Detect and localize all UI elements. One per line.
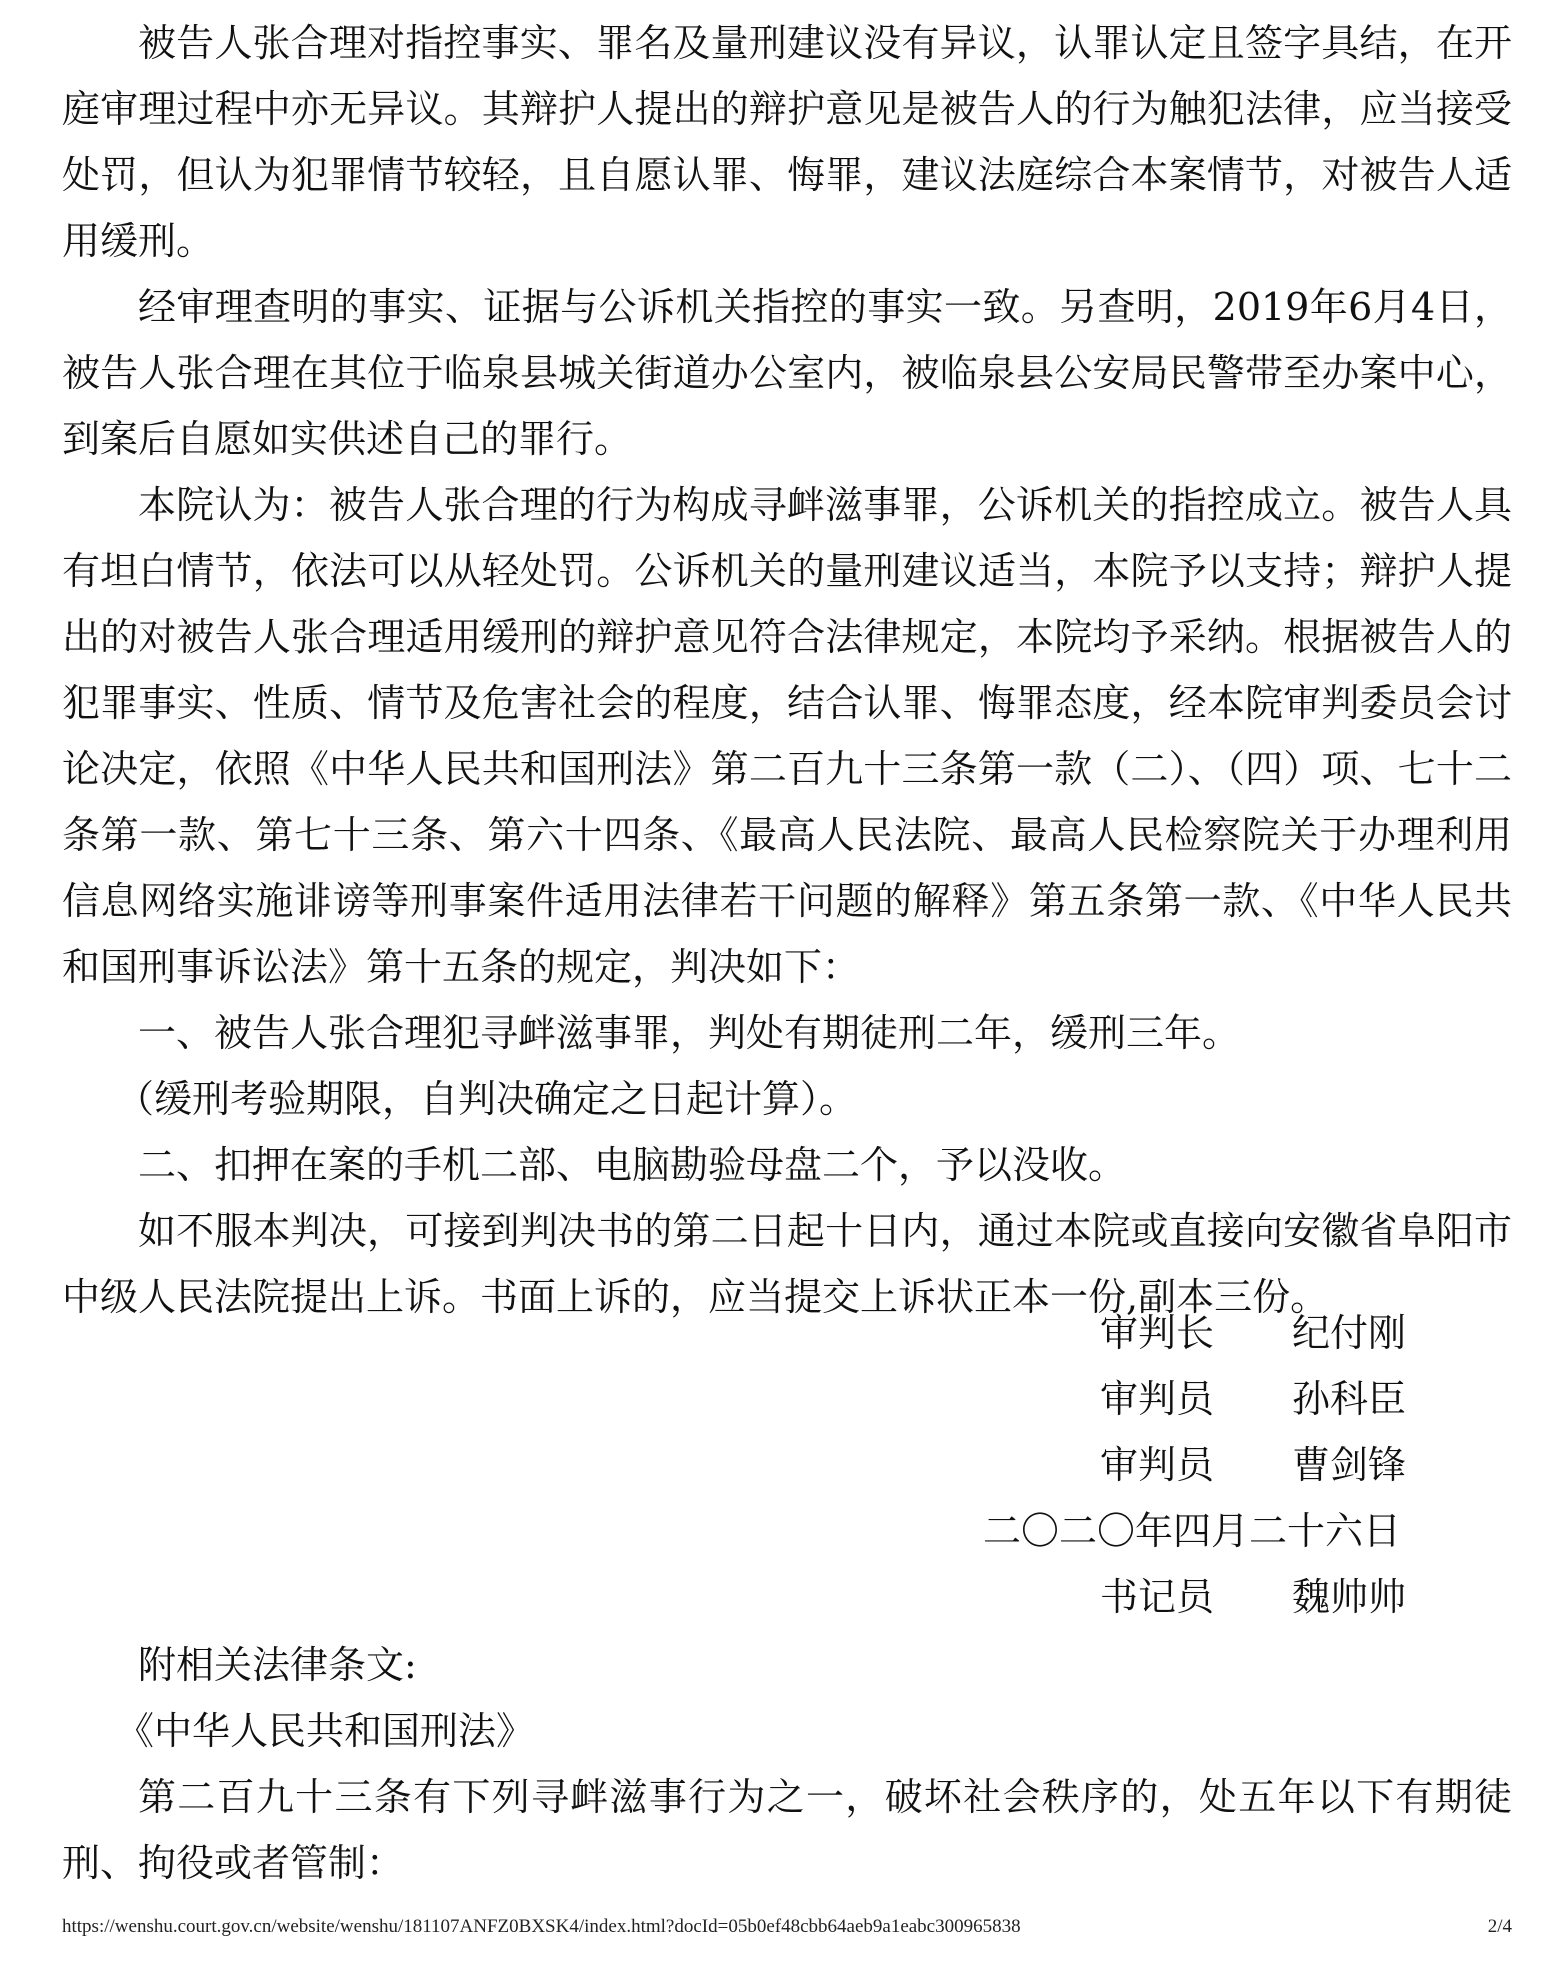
judgment-date-row xyxy=(0,1498,1564,1564)
judge-2-title: 审判员 xyxy=(1100,1443,1215,1487)
clerk-name: 魏帅帅 xyxy=(1292,1575,1407,1619)
appendix-law-title: 《中华人民共和国刑法》 xyxy=(116,1709,535,1753)
paragraph-court-opinion: 本院认为：被告人张合理的行为构成寻衅滋事罪，公诉机关的指控成立。被告人具有坦白情节，依法可以从轻处罚。公诉机关的量刑建议适当，本院予以支持；辩护人提出的对被告人张合理适用缓刑的辩护意见符合法律规定，本院均予采纳。根据被告人的犯罪事实、性质、情节及危害社会的程度，结合认罪、悔罪态度，经本院审判委员会讨论决定，依照《中华人民共和国刑法》第二百九十三条第一款（二）、（四）项、七十二条第一款、第七十三条、第六十四条、《最高人民法院、最高人民检察院关于办理利用信息网络实施诽谤等刑事案件适用法律若干问题的解释》第五条第一款、《中华人民共和国刑事诉讼法》第十五条的规定，判决如下： xyxy=(62,483,1512,989)
page-number: 2/4 xyxy=(1487,1916,1512,1937)
judgment-body xyxy=(62,10,1512,1330)
judgment-date: 二〇二〇年四月二十六日 xyxy=(983,1509,1402,1553)
paragraph-facts: 经审理查明的事实、证据与公诉机关指控的事实一致。另查明，2019年6月4日，被告人张合理在其位于临泉县城关街道办公室内，被临泉县公安局民警带至办案中心，到案后自愿如实供述自己的罪行。 xyxy=(62,285,1512,461)
judge-2-name: 曹剑锋 xyxy=(1292,1443,1407,1487)
judge-1-title: 审判员 xyxy=(1100,1377,1215,1421)
clerk-title: 书记员 xyxy=(1100,1575,1215,1619)
footer-url: https://wenshu.court.gov.cn/website/wenshu/181107ANFZ0BXSK4/index.html?docId=05b0ef48cbb64aeb9a1eabc300965838 xyxy=(62,1916,1021,1937)
appendix-heading: 附相关法律条文: xyxy=(138,1643,417,1687)
paragraph-appeal-notice: 如不服本判决，可接到判决书的第二日起十日内，通过本院或直接向安徽省阜阳市中级人民法院提出上诉。书面上诉的，应当提交上诉状正本一份,副本三份。 xyxy=(62,1209,1512,1319)
presiding-judge-name: 纪付刚 xyxy=(1292,1311,1407,1355)
judge-row-2 xyxy=(0,1432,1564,1498)
paragraph-probation-note: （缓刑考验期限，自判决确定之日起计算）。 xyxy=(116,1077,858,1121)
signature-block xyxy=(0,1300,1564,1620)
paragraph-defendant-plea: 被告人张合理对指控事实、罪名及量刑建议没有异议，认罪认定且签字具结，在开庭审理过程中亦无异议。其辩护人提出的辩护意见是被告人的行为触犯法律，应当接受处罚，但认为犯罪情节较轻，且自愿认罪、悔罪，建议法庭综合本案情节，对被告人适用缓刑。 xyxy=(62,21,1512,263)
appendix-article: 第二百九十三条有下列寻衅滋事行为之一，破坏社会秩序的，处五年以下有期徒刑、拘役或者管制： xyxy=(62,1775,1512,1885)
presiding-judge-row xyxy=(0,1300,1564,1366)
paragraph-verdict-2: 二、扣押在案的手机二部、电脑勘验母盘二个，予以没收。 xyxy=(138,1143,1127,1187)
clerk-row xyxy=(0,1564,1564,1630)
judge-1-name: 孙科臣 xyxy=(1292,1377,1407,1421)
page-footer xyxy=(62,1912,1512,1942)
paragraph-verdict-1: 一、被告人张合理犯寻衅滋事罪，判处有期徒刑二年，缓刑三年。 xyxy=(138,1011,1241,1055)
presiding-judge-title: 审判长 xyxy=(1100,1311,1215,1355)
appendix-section xyxy=(62,1632,1512,1896)
judge-row-1 xyxy=(0,1366,1564,1432)
